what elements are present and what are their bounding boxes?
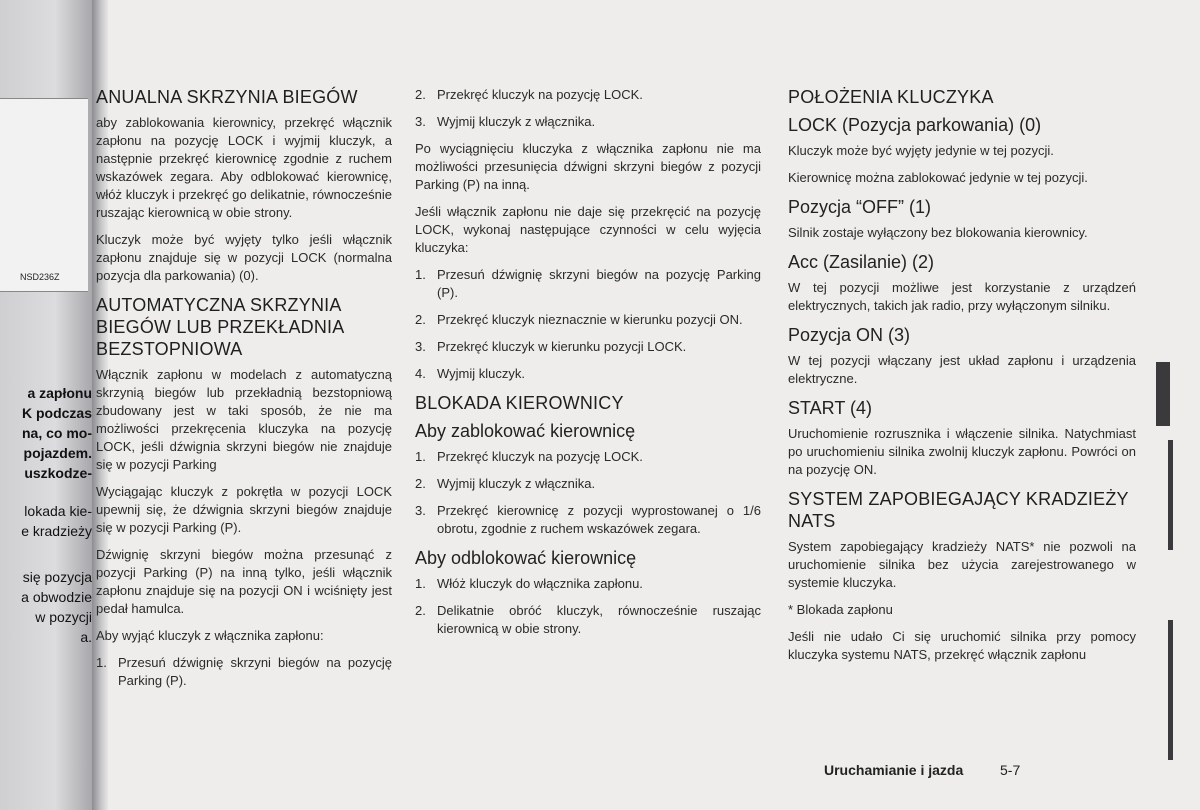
paragraph: Aby wyjąć kluczyk z włącznika zapłonu:	[96, 628, 324, 643]
list-text: Przekręć kluczyk na pozycję LOCK.	[437, 87, 643, 102]
heading-key-positions: POŁOŻENIA KLUCZYKA	[788, 87, 994, 107]
manual-page	[96, 0, 1200, 810]
section-thumb-tab	[1156, 362, 1170, 426]
figure-box	[0, 98, 88, 292]
steps-list	[415, 266, 761, 383]
paragraph: System zapobiegający kradzieży NATS* nie pozwoli na uruchomienie silnika bez użycia zarejestrowanego w systemie kluczyka.	[788, 539, 1136, 590]
list-text: Przesuń dźwignię skrzyni biegów na pozycję Parking (P).	[437, 267, 761, 300]
list-item	[415, 575, 761, 593]
list-text: Przesuń dźwignię skrzyni biegów na pozycję Parking (P).	[118, 655, 392, 688]
paragraph: Po wyciągnięciu kluczyka z włącznika zapłonu nie ma możliwości przesunięcia dźwigni skrzyni biegów z pozycji Parking (P) na inną.	[415, 141, 761, 192]
subheading-on-position: Pozycja ON (3)	[788, 325, 911, 345]
list-item	[415, 502, 761, 538]
list-number: 2.	[415, 603, 426, 618]
list-item	[415, 266, 761, 302]
left-text-line: lokada kie-	[24, 503, 92, 519]
figure-label: NSD236Z	[20, 272, 60, 282]
paragraph: Kluczyk może być wyjęty jedynie w tej pozycji.	[788, 143, 1054, 158]
paragraph: Kierownicę można zablokować jedynie w tej pozycji.	[788, 170, 1088, 185]
list-text: Przekręć kluczyk na pozycję LOCK.	[437, 449, 643, 464]
list-number: 2.	[415, 87, 426, 102]
footer-page-number: 5-7	[1000, 762, 1021, 778]
paragraph: Jeśli włącznik zapłonu nie daje się przekręcić na pozycję LOCK, wykonaj następujące czynności w celu wyjęcia kluczyka:	[415, 204, 761, 255]
subheading-unlock-steering: Aby odblokować kierownicę	[415, 548, 637, 568]
paragraph: Uruchomienie rozrusznika i włączenie silnika. Natychmiast po uruchomieniu silnika zwolnij kluczyk zapłonu. Powróci on na pozycję ON.	[788, 426, 1136, 477]
list-number: 1.	[415, 267, 426, 282]
list-number: 1.	[415, 576, 426, 591]
list-number: 2.	[415, 476, 426, 491]
list-number: 3.	[415, 503, 426, 518]
section-thumb-tab	[1168, 440, 1173, 550]
list-text: Przekręć kluczyk nieznacznie w kierunku pozycji ON.	[437, 312, 743, 327]
left-text-line: w pozycji	[35, 609, 92, 625]
list-item	[415, 448, 761, 466]
left-text-line: na, co mo-	[21, 425, 92, 441]
paragraph: aby zablokowania kierownicy, przekręć włącznik zapłonu na pozycję LOCK i wyjmij kluczyk, a następnie przekręć kierownicę zgodnie z ruchem wskazówek zegara. Aby odblokować kierownicę, włóż kluczyk i przekręć go delikatnie, równocześnie ruszając kierownicą w obie strony.	[96, 115, 392, 220]
subheading-off-position: Pozycja “OFF” (1)	[788, 197, 932, 217]
list-item	[415, 338, 761, 356]
left-text-line: uszkodze-	[24, 465, 92, 481]
list-text: Delikatnie obróć kluczyk, równocześnie ruszając kierownicą w obie strony.	[437, 603, 761, 636]
list-number: 3.	[415, 114, 426, 129]
subheading-lock-steering: Aby zablokować kierownicę	[415, 421, 636, 441]
left-text-line: a.	[80, 629, 92, 645]
heading-steering-lock: BLOKADA KIEROWNICY	[415, 393, 624, 413]
footer-section-title: Uruchamianie i jazda	[824, 762, 964, 778]
subheading-start-position: START (4)	[788, 398, 873, 418]
left-text-line: pojazdem.	[23, 445, 92, 461]
section-thumb-tab	[1168, 620, 1173, 760]
paragraph: * Blokada zapłonu	[788, 602, 893, 617]
paragraph: Silnik zostaje wyłączony bez blokowania kierownicy.	[788, 225, 1088, 240]
heading-nats: SYSTEM ZAPOBIEGAJĄCY KRADZIEŻY NATS	[788, 489, 1129, 531]
column-1	[96, 86, 392, 699]
heading-manual-transmission: ANUALNA SKRZYNIA BIEGÓW	[96, 87, 358, 107]
steps-list	[415, 575, 761, 638]
paragraph: Dźwignię skrzyni biegów można przesunąć z pozycji Parking (P) na inną tylko, jeśli włącznik zapłonu znajduje się na pozycji ON i wciśnięty jest pedał hamulca.	[96, 547, 392, 616]
subheading-acc-position: Acc (Zasilanie) (2)	[788, 252, 935, 272]
left-text-line: a obwodzie	[21, 589, 92, 605]
steps-list	[96, 654, 392, 690]
subheading-lock-position: LOCK (Pozycja parkowania) (0)	[788, 115, 1042, 135]
list-item	[96, 654, 392, 690]
previous-page-edge	[0, 0, 92, 810]
heading-automatic-transmission: AUTOMATYCZNA SKRZYNIA BIEGÓW LUB PRZEKŁADNIA BEZSTOPNIOWA	[96, 295, 344, 359]
steps-list	[415, 86, 761, 131]
list-text: Wyjmij kluczyk z włącznika.	[437, 114, 596, 129]
paragraph: W tej pozycji włączany jest układ zapłonu i urządzenia elektryczne.	[788, 353, 1136, 386]
paragraph: Włącznik zapłonu w modelach z automatyczną skrzynią biegów lub przekładnią bezstopniową zbudowany jest w taki sposób, że nie ma możliwości przekręcenia kluczyka na pozycję LOCK, jeśli dźwignia skrzyni biegów nie znajduje się w pozycji Parking	[96, 367, 392, 472]
list-number: 3.	[415, 339, 426, 354]
list-item	[415, 365, 761, 383]
left-text-line: K podczas	[21, 405, 92, 421]
list-number: 1.	[96, 655, 107, 670]
column-2	[415, 86, 761, 647]
left-text-line: się pozycja	[22, 569, 92, 585]
list-number: 2.	[415, 312, 426, 327]
list-text: Przekręć kluczyk w kierunku pozycji LOCK.	[437, 339, 687, 354]
list-item	[415, 475, 761, 493]
paragraph: W tej pozycji możliwe jest korzystanie z urządzeń elektrycznych, takich jak radio, przy wyłączonym silniku.	[788, 280, 1136, 313]
list-item	[415, 113, 761, 131]
list-number: 4.	[415, 366, 426, 381]
steps-list	[415, 448, 761, 538]
left-text-line: e kradzieży	[21, 523, 92, 539]
list-text: Wyjmij kluczyk.	[437, 366, 525, 381]
paragraph: Jeśli nie udało Ci się uruchomić silnika przy pomocy kluczyka systemu NATS, przekręć włącznik zapłonu	[788, 629, 1136, 662]
list-item	[415, 602, 761, 638]
left-text-line: a zapłonu	[27, 385, 92, 401]
paragraph: Wyciągając kluczyk z pokrętła w pozycji LOCK upewnij się, że dźwignia skrzyni biegów znajduje się w pozycji Parking (P).	[96, 484, 392, 535]
paragraph: Kluczyk może być wyjęty tylko jeśli włącznik zapłonu znajduje się w pozycji LOCK (normalna pozycja dla parkowania) (0).	[96, 232, 392, 283]
list-item	[415, 86, 761, 104]
list-text: Przekręć kierownicę z pozycji wyprostowanej o 1/6 obrotu, zgodnie z ruchem wskazówek zegara.	[437, 503, 761, 536]
list-item	[415, 311, 761, 329]
column-3	[788, 86, 1136, 673]
list-text: Włóż kluczyk do włącznika zapłonu.	[437, 576, 643, 591]
list-number: 1.	[415, 449, 426, 464]
list-text: Wyjmij kluczyk z włącznika.	[437, 476, 596, 491]
